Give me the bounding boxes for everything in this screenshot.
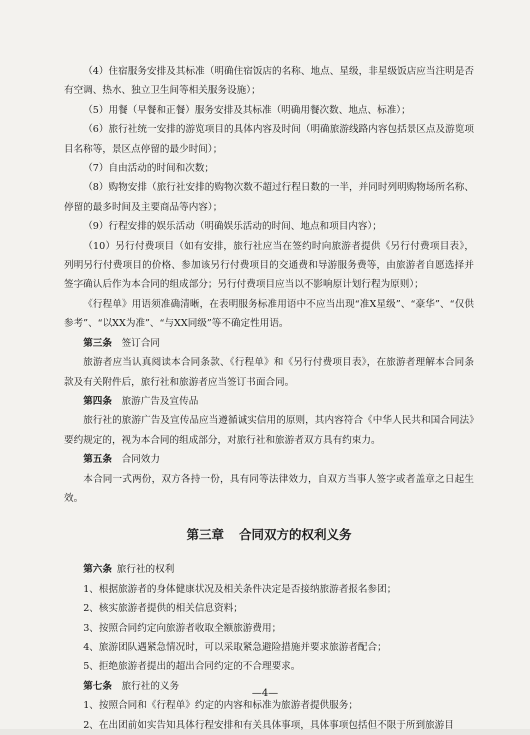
paragraph-extra-fee-items: （10）另行付费项目（如有安排，旅行社应当在签约时向旅游者提供《另行付费项目表》，列明另行付费项目的价格、参加该另行付费项目的交通费和导游服务费等，由旅游者自愿选择并签字确认后作为本合同的组成部分；另行付费项目应当以不影响原计划行程为原则）；: [64, 240, 474, 291]
article-6-number: 第六条: [83, 564, 112, 576]
article-6-heading: [64, 560, 474, 579]
article-3-number: 第三条: [83, 337, 112, 349]
paragraph-shopping: （8）购物安排（旅行社安排的购物次数不超过行程日数的一半，并同时列明购物场所名称、停留的最多时间及主要商品等内容）；: [64, 182, 474, 213]
chapter-title: 合同双方的权利义务: [239, 527, 352, 543]
paragraph-meals: （5）用餐（早餐和正餐）服务安排及其标准（明确用餐次数、地点、标准）；: [83, 104, 411, 116]
paragraph-entertainment: （9）行程安排的娱乐活动（明确娱乐活动的时间、地点和项目内容）；: [83, 221, 382, 233]
chapter-number: 第三章: [186, 527, 224, 543]
page-number: —4—: [251, 688, 279, 699]
paragraph-itinerary-wording: 《行程单》用语须准确清晰，在表明服务标准用语中不应当出现“准X星级”、“豪华”、“仅供参考”、“以XX为准”、“与XX同级”等不确定性用语。: [64, 298, 474, 330]
list-item: 5、拒绝旅游者提出的超出合同约定的不合理要求。: [83, 661, 301, 673]
list-item: 4、旅游团队遇紧急情况时，可以采取紧急避险措施并要求旅游者配合；: [83, 641, 387, 653]
article-5-title: 合同效力: [121, 454, 160, 466]
article-5-heading: [64, 450, 474, 469]
paragraph-accommodation: （4）住宿服务安排及其标准（明确住宿饭店的名称、地点、星级，非星级饭店应当注明是否有空调、热水、独立卫生间等相关服务设施）；: [64, 66, 474, 97]
article-5-number: 第五条: [83, 454, 112, 466]
article-4-heading: [64, 392, 474, 411]
list-item: 2、核实旅游者提供的相关信息资料；: [83, 603, 243, 615]
list-item: 3、按照合同约定向旅游者收取全额旅游费用；: [83, 622, 282, 634]
article-5-body: 本合同一式两份，双方各持一份，具有同等法律效力，自双方当事人签字或者盖章之日起生效。: [64, 473, 474, 504]
paragraph-sightseeing: （6）旅行社统一安排的游览项目的具体内容及时间（明确旅游线路内容包括景区点及游览项目名称等，景区点停留的最少时间）；: [64, 124, 474, 155]
article-3-heading: [64, 334, 474, 353]
list-item: 1、根据旅游者的身体健康状况及相关条件决定是否接纳旅游者报名参团；: [83, 583, 397, 595]
list-item: 2、在出团前如实告知具体行程安排和有关具体事项，具体事项包括但不限于所到旅游目: [83, 719, 454, 731]
list-item: 1、按照合同和《行程单》约定的内容和标准为旅游者提供服务；: [83, 700, 358, 712]
article-6-title: 旅行社的权利: [116, 564, 175, 576]
article-7-number: 第七条: [83, 680, 112, 692]
article-7-title: 旅行社的义务: [121, 680, 180, 692]
article-3-title: 签订合同: [121, 337, 160, 349]
article-4-number: 第四条: [83, 395, 112, 407]
article-3-body: 旅游者应当认真阅读本合同条款、《行程单》和《另行付费项目表》，在旅游者理解本合同条款及有关附件后，旅行社和旅游者应当签订书面合同。: [64, 357, 474, 388]
article-4-title: 旅游广告及宣传品: [121, 395, 199, 407]
chapter-heading: [64, 524, 474, 546]
page-content: [64, 62, 474, 735]
article-4-body: 旅行社的旅游广告及宣传品应当遵循诚实信用的原则，其内容符合《中华人民共和国合同法》要约规定的，视为本合同的组成部分，对旅行社和旅游者双方具有约束力。: [64, 415, 474, 446]
paragraph-free-time: （7）自由活动的时间和次数；: [83, 163, 215, 175]
